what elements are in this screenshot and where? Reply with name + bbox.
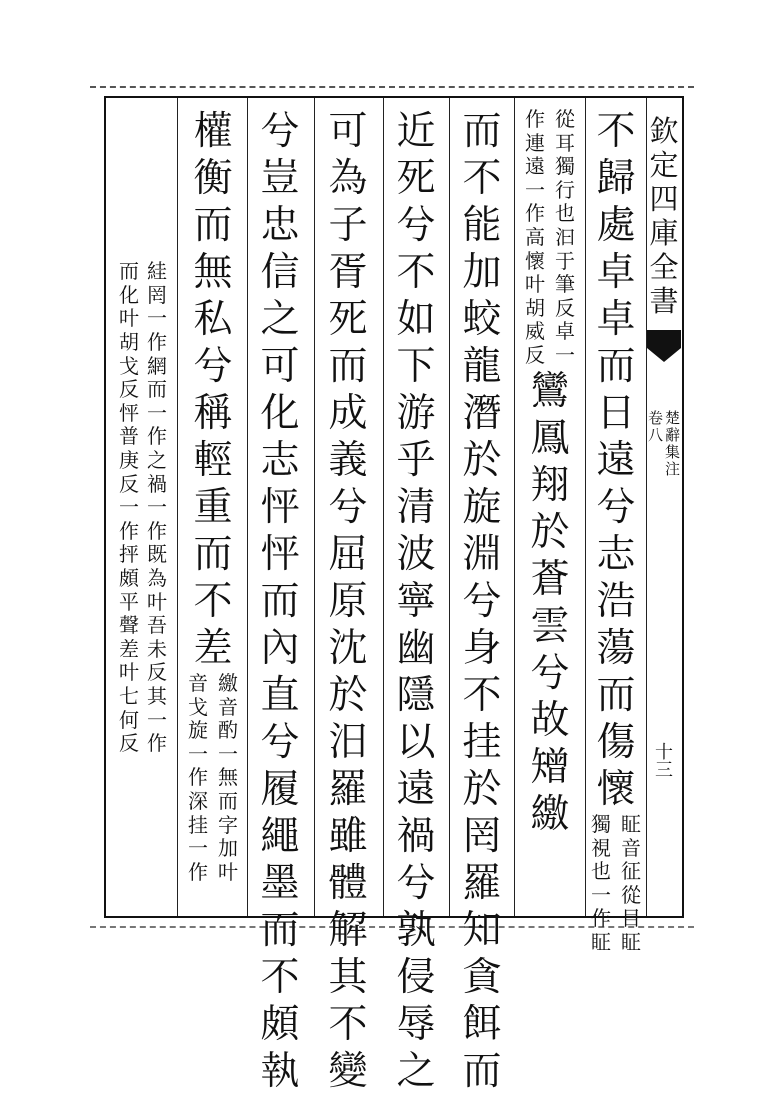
annotation-line: 眐 音 征 從 目 眐: [621, 812, 641, 954]
text-column-2: [516, 108, 584, 908]
text-column-7: [180, 108, 246, 908]
main-text: 不 歸 處 卓 卓 而 日 遠 兮 志 浩 蕩 而 傷 懷: [596, 109, 636, 812]
text-column-6: 兮 豈 忠 信 之 可 化 志 怦 怦 而 內 直 兮 履 繩 墨 而 不 頗 執: [260, 109, 300, 1094]
text-column-3: 而 不 能 加 蛟 龍 潛 於 旋 淵 兮 身 不 挂 於 罔 羅 知 貪 餌 而: [462, 109, 502, 1094]
volume-label: 卷 八: [647, 409, 663, 444]
column-separator: [177, 98, 178, 916]
annotation-line: 作 連 遠 一 作 高 懷 叶 胡 威 反: [525, 107, 545, 367]
text-column-5: 可 為 子 胥 死 而 成 義 兮 屈 原 沈 於 汨 羅 雖 體 解 其 不 變: [328, 109, 368, 1094]
column-separator: [383, 98, 384, 916]
book-title: 楚 辭 集 注: [665, 409, 681, 478]
annotation-line: 從 耳 獨 行 也 汩 于 筆 反 卓 一: [555, 107, 575, 367]
main-text: 鸞 鳳 翔 於 蒼 雲 兮 故 矰 繳: [530, 368, 570, 837]
top-rule: [90, 86, 694, 88]
annotation-line: 而 化 叶 胡 戈 反 怦 普 庚 反 一 作 抨 頗 平 聲 差 叶 七 何 反: [119, 259, 139, 756]
page-number: 十 三: [655, 742, 673, 781]
fish-tail-icon: [647, 330, 681, 370]
column-separator: [314, 98, 315, 916]
annotation-line: 絓 罔 一 作 網 而 一 作 之 禍 一 作 既 為 叶 吾 未 反 其 一 作: [147, 259, 167, 756]
text-column-8: [110, 108, 176, 908]
collection-title: 欽 定 四 庫 全 書: [649, 114, 679, 318]
main-text: 權 衡 而 無 私 兮 稱 輕 重 而 不 差: [193, 109, 233, 671]
annotation-line: 音 戈 旋 一 作 深 挂 一 作: [188, 671, 208, 884]
text-column-1: [586, 108, 646, 954]
column-separator: [449, 98, 450, 916]
page-margin: [646, 98, 682, 916]
annotation-line: 繳 音 酌 一 無 而 字 加 叶: [218, 671, 238, 884]
book-info: [648, 410, 680, 478]
column-separator: [514, 98, 515, 916]
column-separator: [247, 98, 248, 916]
text-column-4: 近 死 兮 不 如 下 游 乎 清 波 寧 幽 隱 以 遠 禍 兮 孰 侵 辱 之: [396, 109, 436, 1094]
annotation-line: 獨 視 也 一 作 眐: [591, 812, 611, 954]
